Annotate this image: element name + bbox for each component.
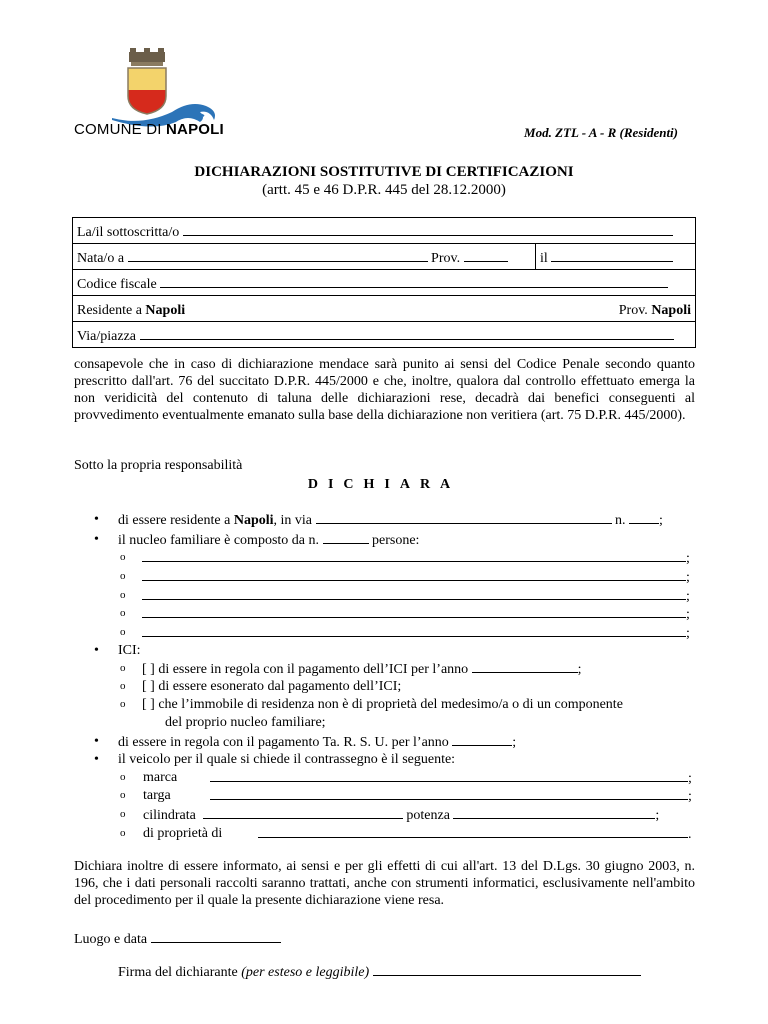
residente-n-field[interactable]: [629, 511, 659, 524]
member-line: ;: [142, 624, 690, 643]
targa-line: ;: [210, 787, 692, 806]
marca-line: ;: [210, 769, 692, 788]
circle-bullet-icon: o: [120, 771, 126, 783]
table-row: [73, 218, 696, 244]
via-field[interactable]: [140, 327, 674, 340]
table-row: [73, 270, 696, 296]
proprieta-line: .: [258, 825, 692, 844]
targa-field[interactable]: [210, 787, 688, 800]
circle-bullet-icon: o: [120, 827, 126, 839]
member-field[interactable]: [142, 549, 686, 562]
personal-data-table: [72, 217, 696, 348]
via-cell: [73, 322, 696, 348]
document-subtitle: (artt. 45 e 46 D.P.R. 445 del 28.12.2000): [262, 182, 506, 198]
member-field[interactable]: [142, 587, 686, 600]
ici-item: ICI:: [118, 643, 141, 658]
member-field[interactable]: [142, 624, 686, 637]
nato-label: Nata/o a: [77, 251, 125, 266]
ici-option-1[interactable]: [ ] di essere in regola con il pagamento dell’ICI per l’anno ;: [142, 662, 582, 677]
targa-label: targa: [143, 788, 171, 803]
bullet-icon: •: [94, 643, 99, 658]
prov-field[interactable]: [464, 249, 508, 262]
circle-bullet-icon: o: [120, 589, 126, 601]
privacy-paragraph: Dichiara inoltre di essere informato, ai sensi e per gli effetti di cui all'art. 13 del D.Lgs. 30 giugno 2003, n. 196, che i dati personali raccolti saranno trattati, anche con strumenti informatici, esclusivamente nell'ambito del procedimento per il quale la presente dichiarazione viene resa.: [74, 859, 695, 908]
logo-text: COMUNE DI NAPOLI: [74, 121, 224, 138]
sottoscritto-field[interactable]: [183, 223, 673, 236]
codice-fiscale-cell: [73, 270, 696, 296]
firma-field[interactable]: [373, 963, 641, 976]
tarsu-anno-field[interactable]: [452, 733, 512, 746]
ici-option-3-cont: del proprio nucleo familiare;: [165, 715, 326, 730]
proprieta-field[interactable]: [258, 825, 688, 838]
mendacity-paragraph: consapevole che in caso di dichiarazione mendace sarà punito ai sensi del Codice Penale secondo quanto prescritto dall'art. 76 del succitato D.P.R. 445/2000 e che, inoltre, qualora dal controllo effettuato emerga la non veridicità del contenuto di taluna delle dichiarazioni rese, decadrà dai benefici conseguenti al provvedimento eventualmente emanato sulla base della dichiarazione non veritiera (art. 75 D.P.R. 445/2000).: [74, 357, 695, 423]
circle-bullet-icon: o: [120, 662, 126, 674]
responsibility-text: Sotto la propria responsabilità: [74, 458, 243, 473]
circle-bullet-icon: o: [120, 607, 126, 619]
sottoscritto-cell: [73, 218, 696, 244]
member-field[interactable]: [142, 605, 686, 618]
residente-via-field[interactable]: [316, 511, 612, 524]
luogo-data: Luogo e data: [74, 930, 281, 948]
nucleo-item: il nucleo familiare è composto da n. persone:: [118, 533, 420, 548]
via-label: Via/piazza: [77, 329, 137, 344]
ici-option-3[interactable]: [ ] che l’immobile di residenza non è di proprietà del medesimo/a o di un componente: [142, 697, 623, 712]
cilindrata-field[interactable]: [203, 806, 403, 819]
residente-prov: Prov. Napoli: [618, 303, 691, 318]
luogo-data-field[interactable]: [151, 930, 281, 943]
ici-option-2[interactable]: [ ] di essere esonerato dal pagamento dell’ICI;: [142, 679, 402, 694]
potenza-field[interactable]: [453, 806, 655, 819]
table-row: [73, 244, 696, 270]
nato-field[interactable]: [128, 249, 428, 262]
member-field[interactable]: [142, 568, 686, 581]
member-line: ;: [142, 568, 690, 587]
circle-bullet-icon: o: [120, 551, 126, 563]
table-row: [73, 322, 696, 348]
circle-bullet-icon: o: [120, 570, 126, 582]
prov-label: Prov.: [431, 251, 461, 266]
member-line: ;: [142, 549, 690, 568]
ici-anno-field[interactable]: [472, 660, 578, 673]
bullet-icon: •: [94, 752, 99, 767]
member-line: ;: [142, 587, 690, 606]
bullet-icon: •: [94, 532, 99, 547]
circle-bullet-icon: o: [120, 789, 126, 801]
form-code: Mod. ZTL - A - R (Residenti): [524, 125, 678, 140]
residente-cell: [73, 296, 696, 322]
firma-row: Firma del dichiarante (per esteso e leggibile): [118, 963, 641, 981]
bullet-icon: •: [94, 734, 99, 749]
il-cell: [536, 244, 696, 270]
cilindrata-row: cilindrata potenza ;: [143, 808, 660, 823]
firma-note: (per esteso e leggibile): [241, 965, 370, 980]
circle-bullet-icon: o: [120, 698, 126, 710]
marca-label: marca: [143, 770, 178, 785]
circle-bullet-icon: o: [120, 680, 126, 692]
marca-field[interactable]: [210, 769, 688, 782]
il-field[interactable]: [551, 249, 673, 262]
residente-item: di essere residente a Napoli, in via n. ;: [118, 513, 663, 528]
tarsu-item: di essere in regola con il pagamento Ta. R. S. U. per l’anno ;: [118, 735, 517, 750]
residente-city: Napoli: [145, 303, 186, 318]
dichiara-heading: DICHIARA: [307, 477, 461, 492]
document-title: DICHIARAZIONI SOSTITUTIVE DI CERTIFICAZIONI: [194, 164, 574, 180]
bullet-icon: •: [94, 512, 99, 527]
codice-fiscale-label: Codice fiscale: [77, 277, 157, 292]
residente-label: Residente a: [77, 303, 142, 318]
member-line: ;: [142, 605, 690, 624]
circle-bullet-icon: o: [120, 626, 126, 638]
sottoscritto-label: La/il sottoscritta/o: [77, 225, 180, 240]
table-row: [73, 296, 696, 322]
nucleo-n-field[interactable]: [323, 531, 369, 544]
nato-cell: [73, 244, 536, 270]
codice-fiscale-field[interactable]: [160, 275, 668, 288]
circle-bullet-icon: o: [120, 808, 126, 820]
proprieta-label: di proprietà di: [143, 826, 223, 841]
il-label: il: [540, 251, 548, 266]
veicolo-item: il veicolo per il quale si chiede il contrassegno è il seguente:: [118, 752, 456, 767]
